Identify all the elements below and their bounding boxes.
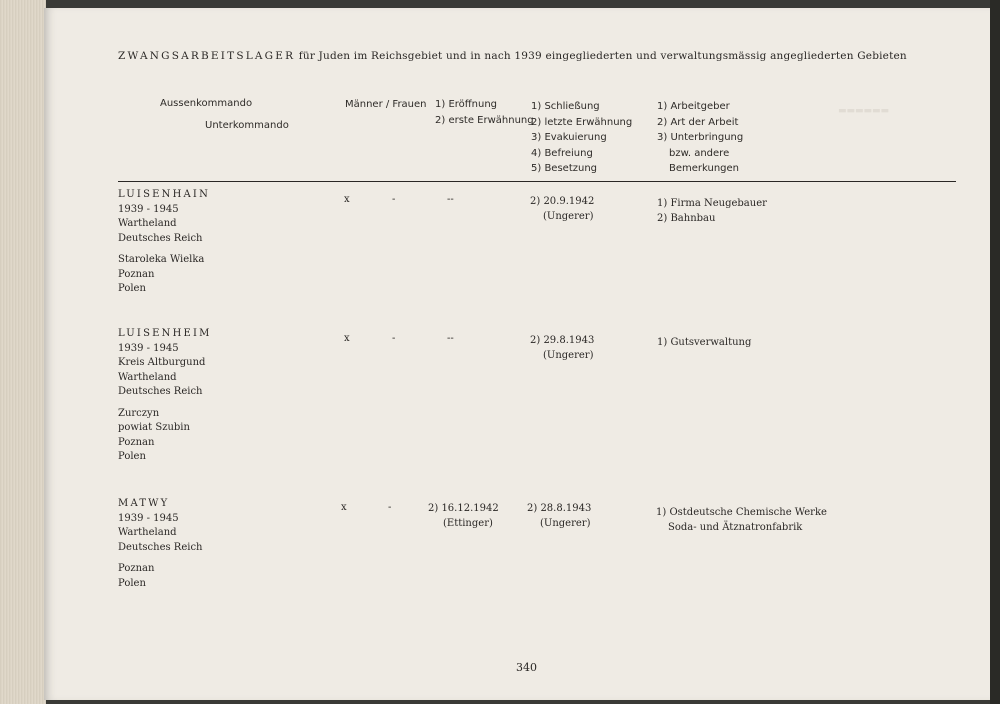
- eroeffnung-line: 2) 16.12.1942: [428, 503, 499, 514]
- arbeit-block: [657, 197, 767, 226]
- arbeit-line: 1) Firma Neugebauer: [657, 198, 767, 209]
- header-arbeitgeber-line: Bemerkungen: [669, 163, 740, 174]
- location-line: Deutsches Reich: [118, 386, 203, 397]
- eroeffnung-value: --: [447, 194, 454, 205]
- camp-name: MATWY: [118, 498, 170, 509]
- header-schliessung-line: 5) Besetzung: [531, 163, 598, 174]
- eroeffnung-value: --: [447, 333, 454, 344]
- location-line: Poznan: [118, 268, 155, 280]
- location-line: Wartheland: [118, 218, 177, 229]
- location-line: Deutsches Reich: [118, 232, 203, 244]
- camp-name: LUISENHAIN: [118, 189, 211, 200]
- schliessung-block: [527, 502, 591, 531]
- header-maenner-frauen: Männer / Frauen: [345, 99, 427, 110]
- header-eroeffnung-line: 1) Eröffnung: [435, 99, 498, 110]
- maenner-mark: x: [341, 502, 347, 513]
- title-rest: für Juden im Reichsgebiet und in nach 1939 eingegliederten und verwaltungsmässig angegliederten Gebieten: [298, 50, 907, 62]
- location-line: Wartheland: [118, 371, 177, 383]
- header-schliessung: [531, 99, 632, 177]
- page-title: [118, 50, 907, 62]
- bleed-through-text: ▬▬▬▬▬▬: [838, 106, 890, 116]
- header-schliessung-line: 3) Evakuierung: [531, 132, 607, 143]
- location-line: Polen: [118, 451, 146, 462]
- eroeffnung-block: [428, 502, 499, 531]
- location-line: 1939 - 1945: [118, 203, 179, 215]
- header-arbeitgeber-line: 3) Unterbringung: [657, 132, 744, 143]
- schliessung-line: 2) 28.8.1943: [527, 503, 592, 514]
- camp-location-block: [118, 497, 202, 591]
- location-line: Staroleka Wielka: [118, 254, 205, 265]
- location-line: powiat Szubin: [118, 422, 190, 433]
- header-arbeitgeber: [657, 99, 743, 177]
- camp-location-block: [118, 327, 212, 465]
- location-line: Polen: [118, 283, 146, 294]
- frauen-mark: -: [392, 333, 396, 344]
- header-arbeitgeber-line: 2) Art der Arbeit: [657, 116, 739, 128]
- page-number: 340: [516, 661, 537, 674]
- location-line: Poznan: [118, 563, 155, 574]
- header-schliessung-line: 2) letzte Erwähnung: [531, 116, 633, 128]
- header-eroeffnung-line: 2) erste Erwähnung: [435, 114, 534, 126]
- header-unterkommando: Unterkommando: [205, 120, 289, 131]
- eroeffnung-line: (Ettinger): [443, 517, 493, 529]
- book-page-edges: [0, 0, 46, 704]
- arbeit-block: [656, 506, 827, 535]
- location-line: Kreis Altburgund: [118, 357, 206, 368]
- camp-name: LUISENHEIM: [118, 328, 212, 339]
- location-line: Wartheland: [118, 527, 177, 538]
- maenner-mark: x: [344, 194, 350, 205]
- title-prefix: ZWANGSARBEITSLAGER: [118, 50, 296, 62]
- header-aussenkommando: Aussenkommando: [160, 98, 253, 109]
- location-line: Poznan: [118, 436, 155, 448]
- frauen-mark: -: [388, 502, 392, 513]
- location-line: Deutsches Reich: [118, 541, 203, 553]
- header-schliessung-line: 1) Schließung: [531, 101, 600, 112]
- arbeit-line: 1) Gutsverwaltung: [657, 337, 752, 348]
- location-line: Polen: [118, 577, 146, 589]
- location-line: 1939 - 1945: [118, 342, 179, 354]
- location-line: Zurczyn: [118, 407, 160, 419]
- schliessung-line: (Ungerer): [543, 349, 594, 361]
- schliessung-block: [530, 334, 594, 363]
- frauen-mark: -: [392, 194, 396, 205]
- header-arbeitgeber-line: 1) Arbeitgeber: [657, 101, 730, 112]
- schliessung-line: (Ungerer): [543, 210, 594, 222]
- arbeit-line: 1) Ostdeutsche Chemische Werke: [656, 507, 827, 518]
- header-arbeitgeber-line: bzw. andere: [669, 147, 730, 159]
- header-schliessung-line: 4) Befreiung: [531, 147, 593, 159]
- schliessung-block: [530, 195, 594, 224]
- header-eroeffnung: [435, 97, 534, 128]
- camp-location-block: [118, 188, 210, 297]
- schliessung-line: 2) 29.8.1943: [530, 335, 595, 346]
- schliessung-line: 2) 20.9.1942: [530, 196, 595, 207]
- arbeit-line: Soda- und Ätznatronfabrik: [668, 521, 803, 533]
- schliessung-line: (Ungerer): [540, 517, 591, 529]
- arbeit-block: [657, 336, 751, 351]
- book-right-edge: [990, 0, 1000, 704]
- arbeit-line: 2) Bahnbau: [657, 212, 716, 224]
- header-divider: [118, 181, 956, 182]
- maenner-mark: x: [344, 333, 350, 344]
- location-line: 1939 - 1945: [118, 512, 179, 524]
